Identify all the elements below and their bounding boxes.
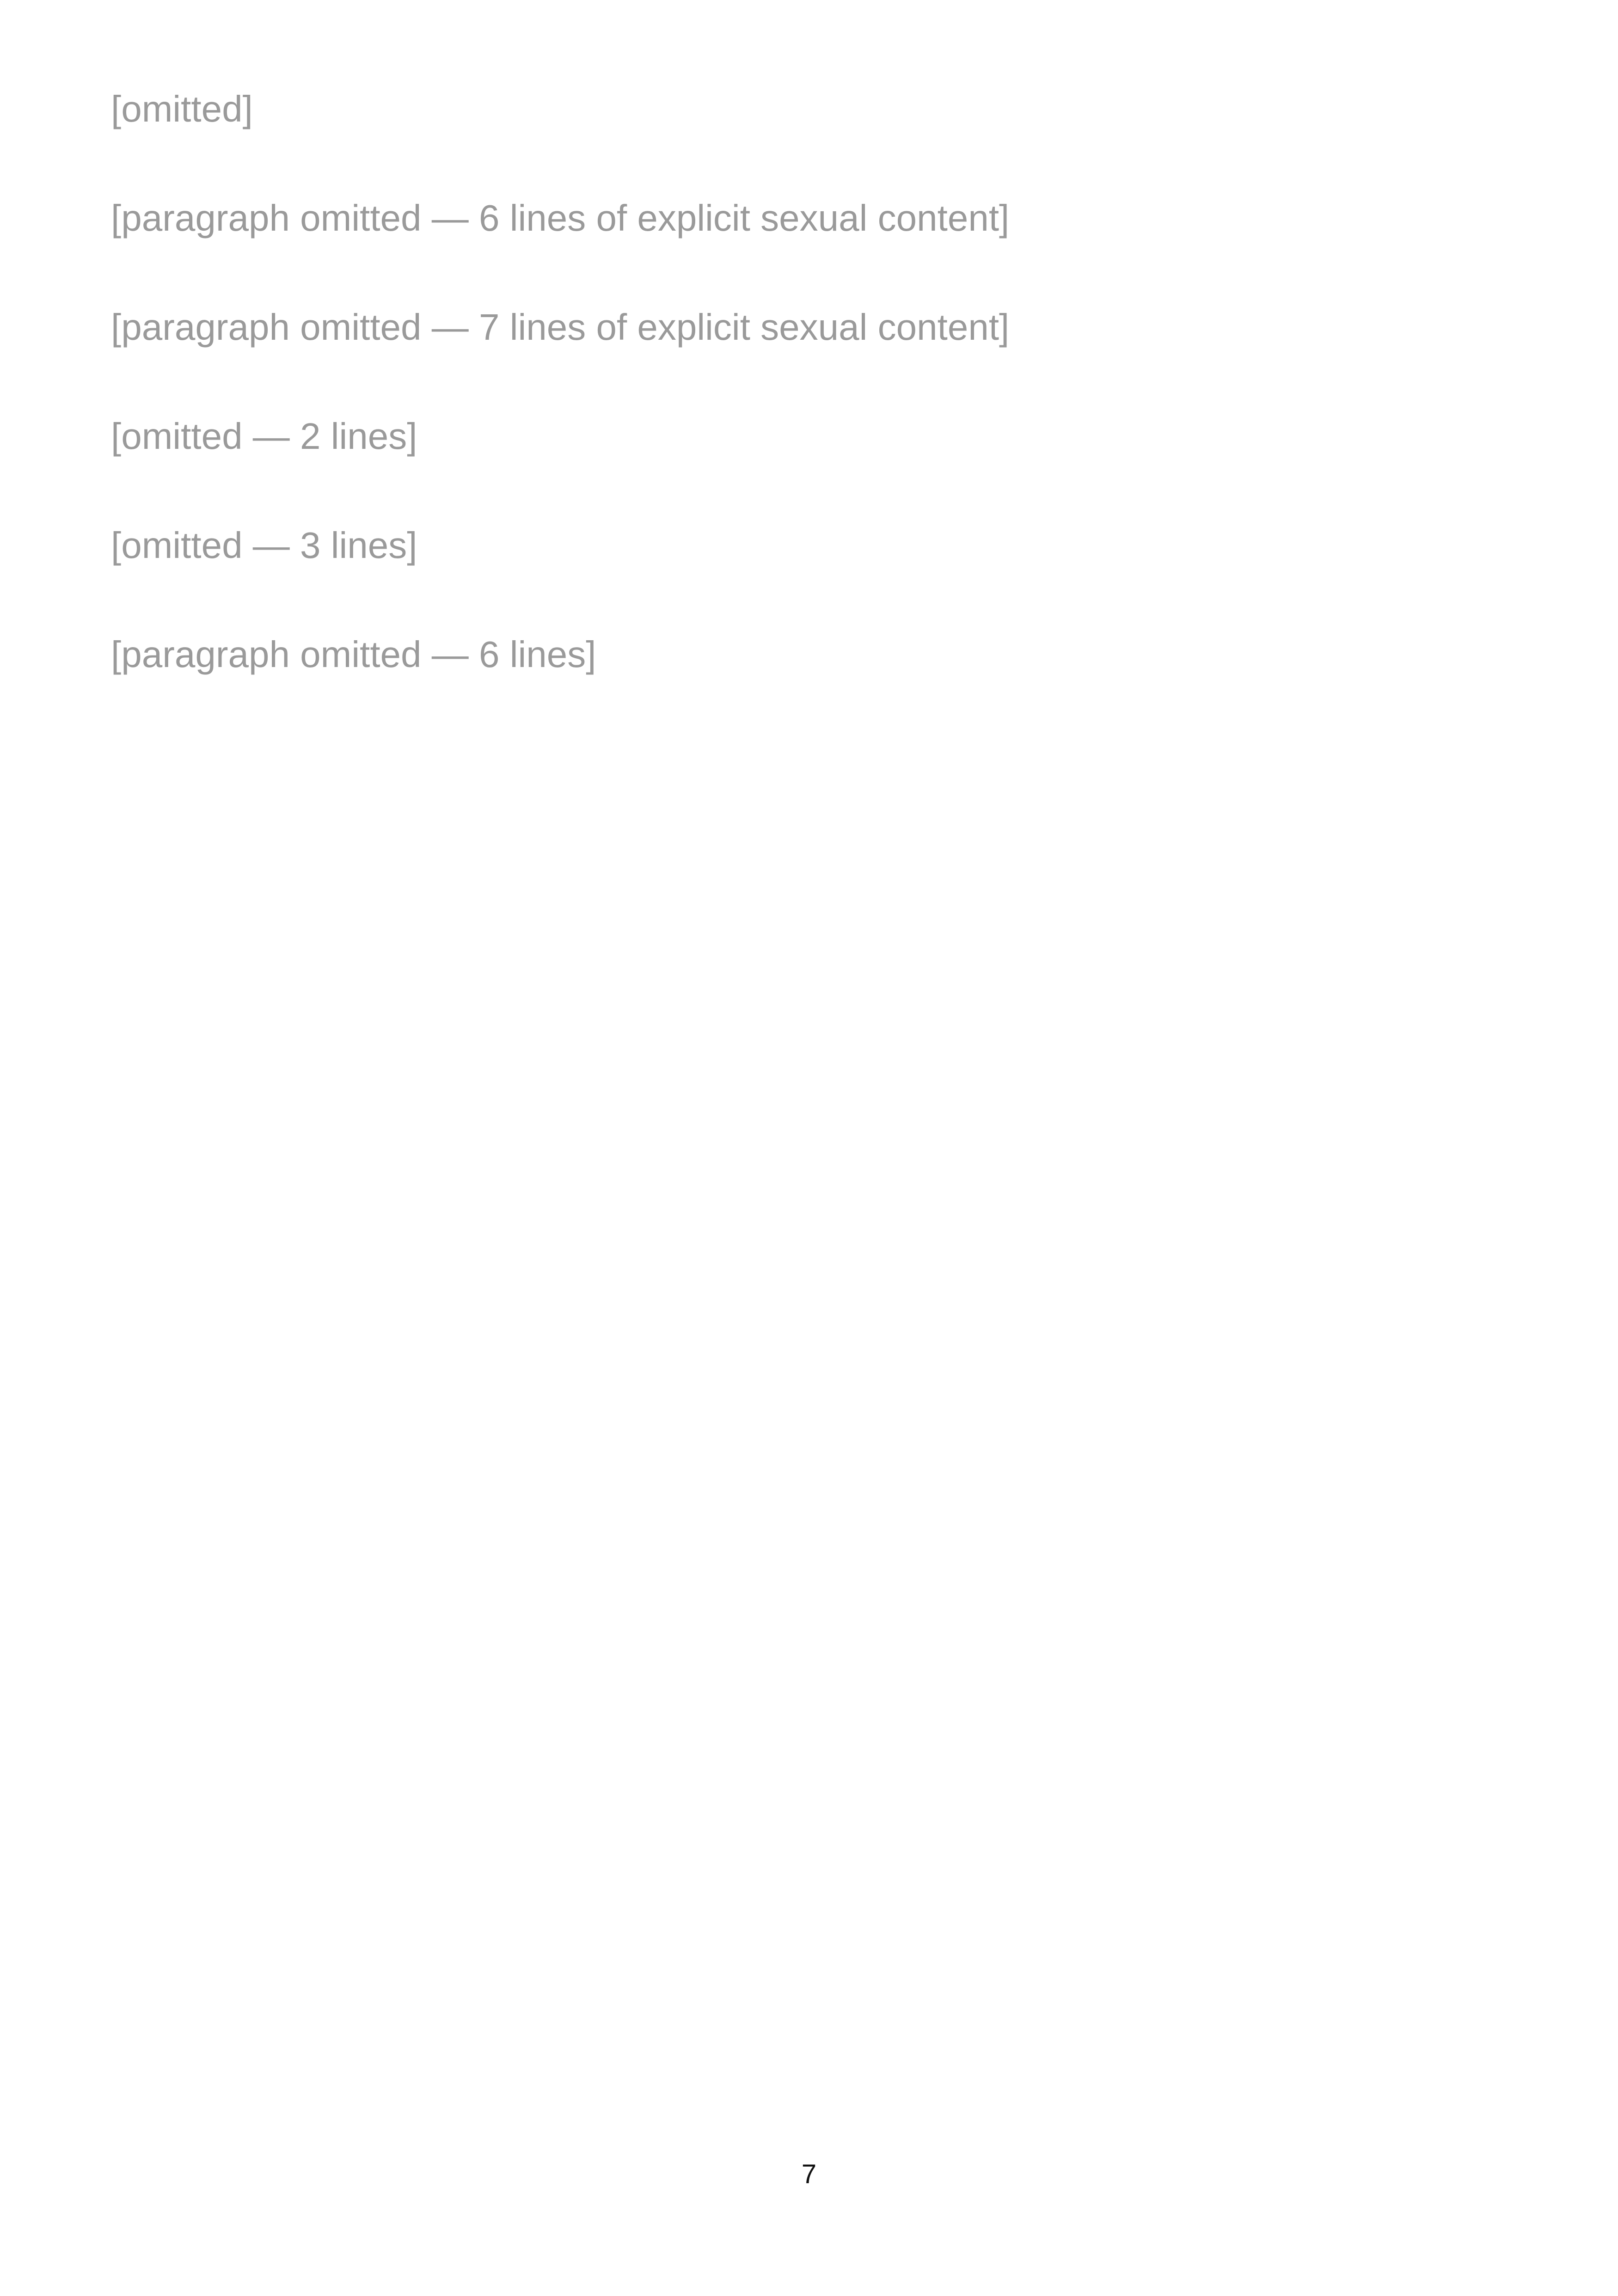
paragraph: [omitted] [111, 88, 253, 129]
paragraph: [paragraph omitted — 7 lines of explicit sexual content] [111, 306, 1010, 348]
body-text [111, 76, 1507, 731]
page-number: 7 [801, 2159, 817, 2189]
paragraph: [omitted — 3 lines] [111, 525, 417, 566]
paragraph: [paragraph omitted — 6 lines of explicit sexual content] [111, 197, 1010, 239]
paragraph: [omitted — 2 lines] [111, 416, 417, 457]
paragraph: [paragraph omitted — 6 lines] [111, 634, 596, 675]
